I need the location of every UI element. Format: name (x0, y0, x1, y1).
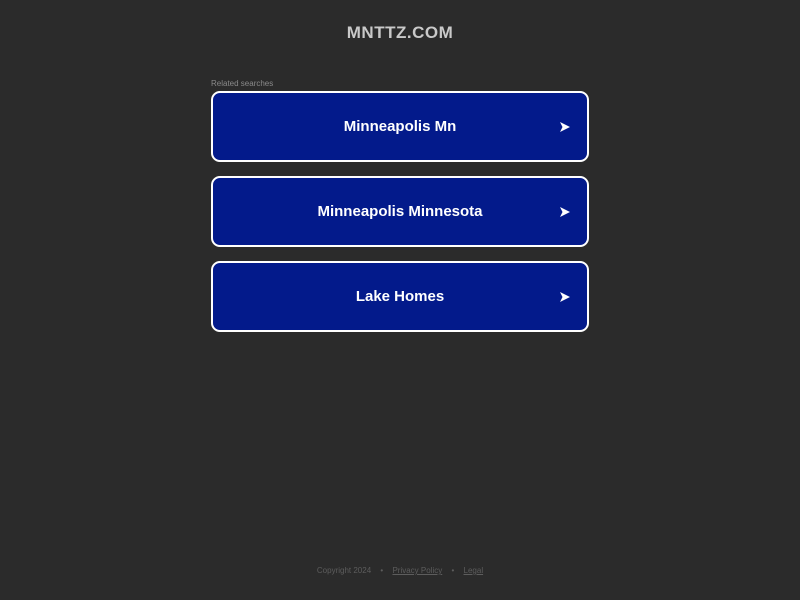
footer-separator: • (380, 566, 384, 575)
related-searches-label: Related searches (211, 79, 274, 88)
search-link-minneapolis-minnesota[interactable] (211, 176, 589, 247)
footer (0, 566, 800, 576)
search-link-label: Lake Homes (355, 287, 445, 305)
search-link-lake-homes[interactable] (211, 261, 589, 332)
arrow-right-icon (559, 206, 571, 218)
search-link-label: Minneapolis Minnesota (317, 202, 483, 220)
arrow-right-icon (559, 121, 571, 133)
footer-separator: • (451, 566, 455, 575)
search-link-label: Minneapolis Mn (343, 117, 457, 135)
arrow-right-icon (559, 291, 571, 303)
legal-link[interactable]: Legal (463, 566, 484, 575)
copyright-text: Copyright 2024 (316, 566, 372, 575)
domain-title: MNTTZ.COM (346, 23, 454, 42)
privacy-policy-link[interactable]: Privacy Policy (392, 566, 443, 575)
search-link-minneapolis-mn[interactable] (211, 91, 589, 162)
related-searches-list (211, 91, 589, 346)
